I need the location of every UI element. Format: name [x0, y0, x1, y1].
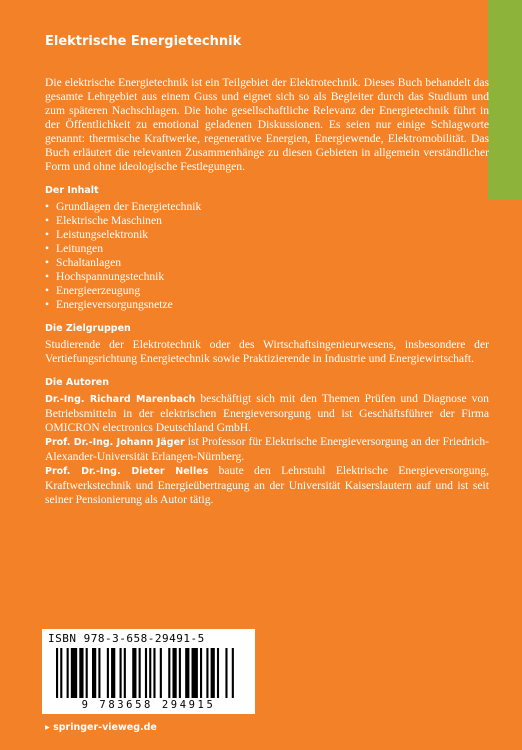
accent-strip [488, 0, 522, 200]
audience-heading: Die Zielgruppen [45, 323, 131, 334]
authors-heading: Die Autoren [45, 377, 109, 388]
intro-paragraph: Die elektrische Energietechnik ist ein Teilgebiet der Elektrotechnik. Dieses Buch behandelt das gesamte Lehrgebiet aus einem Guss und eignet sich so als Begleiter durch das Studium und zum späteren Nachschlagen. Die hohe gesellschaftliche Relevanz der Energietechnik führt in der Öffentlichkeit zu emotional geladenen Diskussionen. Es seien nur einige Schlagworte genannt: thermische Kraftwerke, regenerative Energien, Energiewende, Elektromobilität. Das Buch erläutert die relevanten Zusammenhänge zu diesen Gebieten in allgemein verständlicher Form und ohne ideologische Festlegungen. [45, 76, 489, 173]
author-bio: baute den Lehrstuhl Elektrische Energieversorgung, Kraftwerkstechnik und Energieübertragung an der Universität Kaiserslautern auf und ist seit seiner Pensionierung als Autor tätig. [45, 464, 489, 506]
author-name: Dr.-Ing. Richard Marenbach [45, 394, 196, 405]
list-item: • Energieerzeugung [45, 284, 489, 298]
barcode-label [42, 629, 255, 714]
isbn-text: ISBN 978-3-658-29491-5 [48, 632, 205, 645]
list-item: • Leistungselektronik [45, 228, 489, 242]
list-item: • Schaltanlagen [45, 256, 489, 270]
author-entry [45, 392, 489, 435]
list-item: • Leitungen [45, 242, 489, 256]
author-bio: ist Professor für Elektrische Energieversorgung an der Friedrich-Alexander-Universität Erlangen-Nürnberg. [45, 435, 490, 463]
publisher-website: ▸ springer-vieweg.de [45, 722, 157, 733]
back-cover-text [45, 76, 489, 507]
audience-paragraph: Studierende der Elektrotechnik oder des Wirtschaftsingenieurwesens, insbesondere der Vertiefungsrichtung Energietechnik sowie Praktizierende in Industrie und Energiewirtschaft. [45, 338, 489, 365]
contents-list [45, 200, 489, 312]
list-item: • Energieversorgungsnetze [45, 298, 489, 312]
author-bio: beschäftigt sich mit den Themen Prüfen und Diagnose von Betriebsmitteln in der elektrischen Energieversorgung und ist Geschäftsführer der Firma OMICRON electronics Deutschland GmbH. [45, 392, 489, 434]
section-title: Elektrische Energietechnik [45, 34, 242, 49]
author-entry [45, 435, 489, 464]
author-name: Prof. Dr.-Ing. Dieter Nelles [45, 466, 209, 477]
barcode-icon [56, 648, 236, 698]
barcode-digits: 9 783658 294915 [81, 699, 216, 711]
author-name: Prof. Dr.-Ing. Johann Jäger [45, 437, 185, 448]
list-item: • Elektrische Maschinen [45, 214, 489, 228]
list-item: • Hochspannungstechnik [45, 270, 489, 284]
contents-heading: Der Inhalt [45, 185, 99, 196]
list-item: • Grundlagen der Energietechnik [45, 200, 489, 214]
author-entry [45, 464, 489, 507]
